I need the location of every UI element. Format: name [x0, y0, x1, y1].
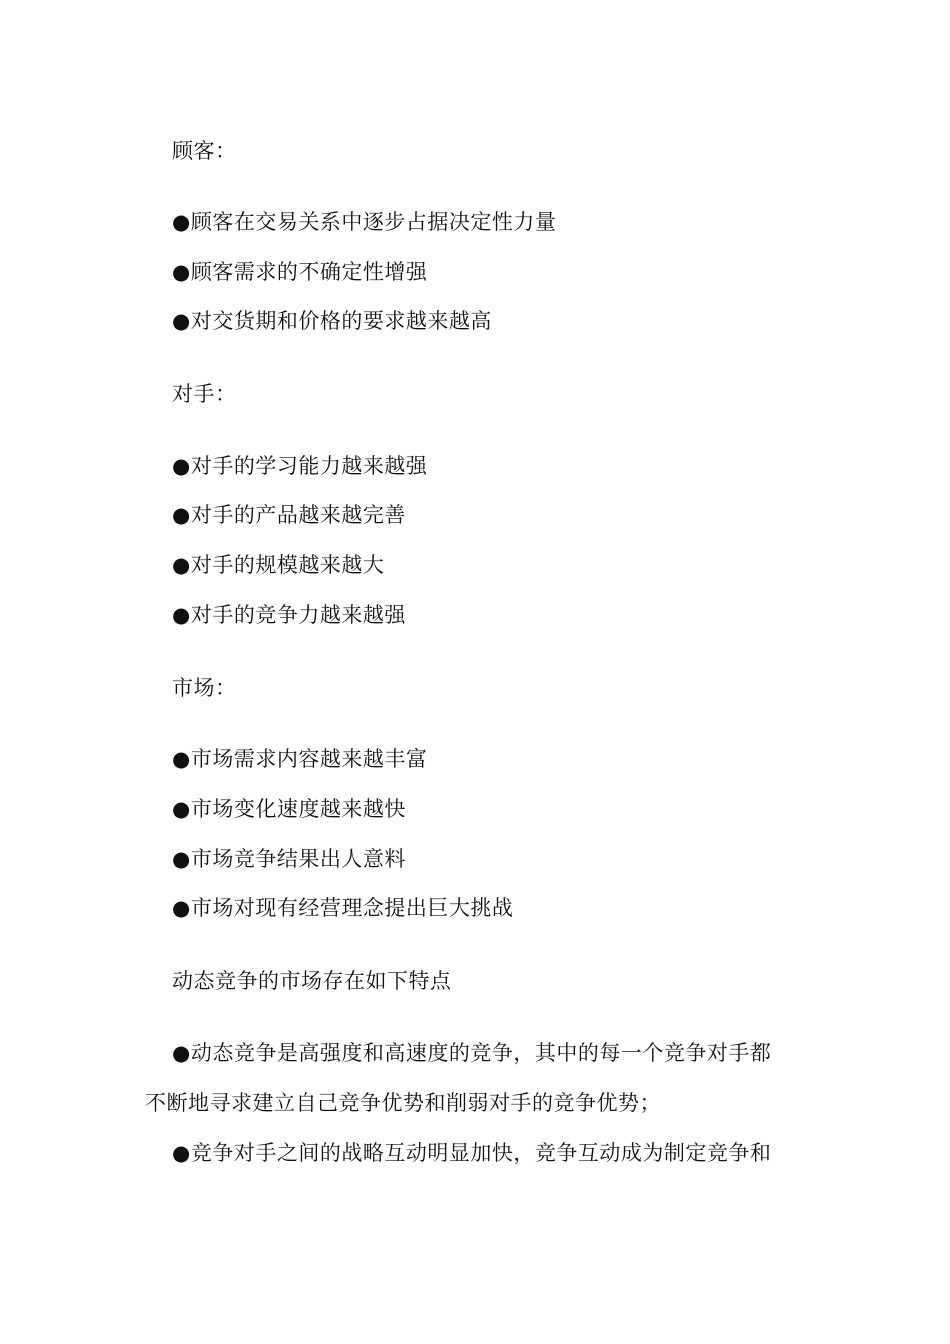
list-item: ●对手的学习能力越来越强	[172, 454, 428, 478]
list-item: ●顾客需求的不确定性增强	[172, 260, 428, 284]
list-item: ●顾客在交易关系中逐步占据决定性力量	[172, 210, 557, 234]
list-item: ●对手的规模越来越大	[172, 553, 385, 577]
section-heading-rival: 对手：	[172, 382, 237, 406]
list-item: ●市场变化速度越来越快	[172, 797, 406, 821]
section-heading-customer: 顾客：	[172, 139, 237, 163]
list-item: ●市场对现有经营理念提出巨大挑战	[172, 896, 514, 920]
paragraph-line: ●竞争对手之间的战略互动明显加快，竞争互动成为制定竞争和	[172, 1141, 772, 1165]
section-heading-dynamic: 动态竞争的市场存在如下特点	[172, 969, 452, 993]
paragraph-line: ●动态竞争是高强度和高速度的竞争，其中的每一个竞争对手都	[172, 1041, 772, 1065]
paragraph-line: 不断地寻求建立自己竞争优势和削弱对手的竞争优势；	[145, 1091, 661, 1115]
list-item: ●对交货期和价格的要求越来越高	[172, 309, 492, 333]
list-item: ●市场需求内容越来越丰富	[172, 747, 428, 771]
list-item: ●市场竞争结果出人意料	[172, 847, 406, 871]
list-item: ●对手的产品越来越完善	[172, 503, 406, 527]
list-item: ●对手的竞争力越来越强	[172, 603, 406, 627]
section-heading-market: 市场：	[172, 676, 237, 700]
